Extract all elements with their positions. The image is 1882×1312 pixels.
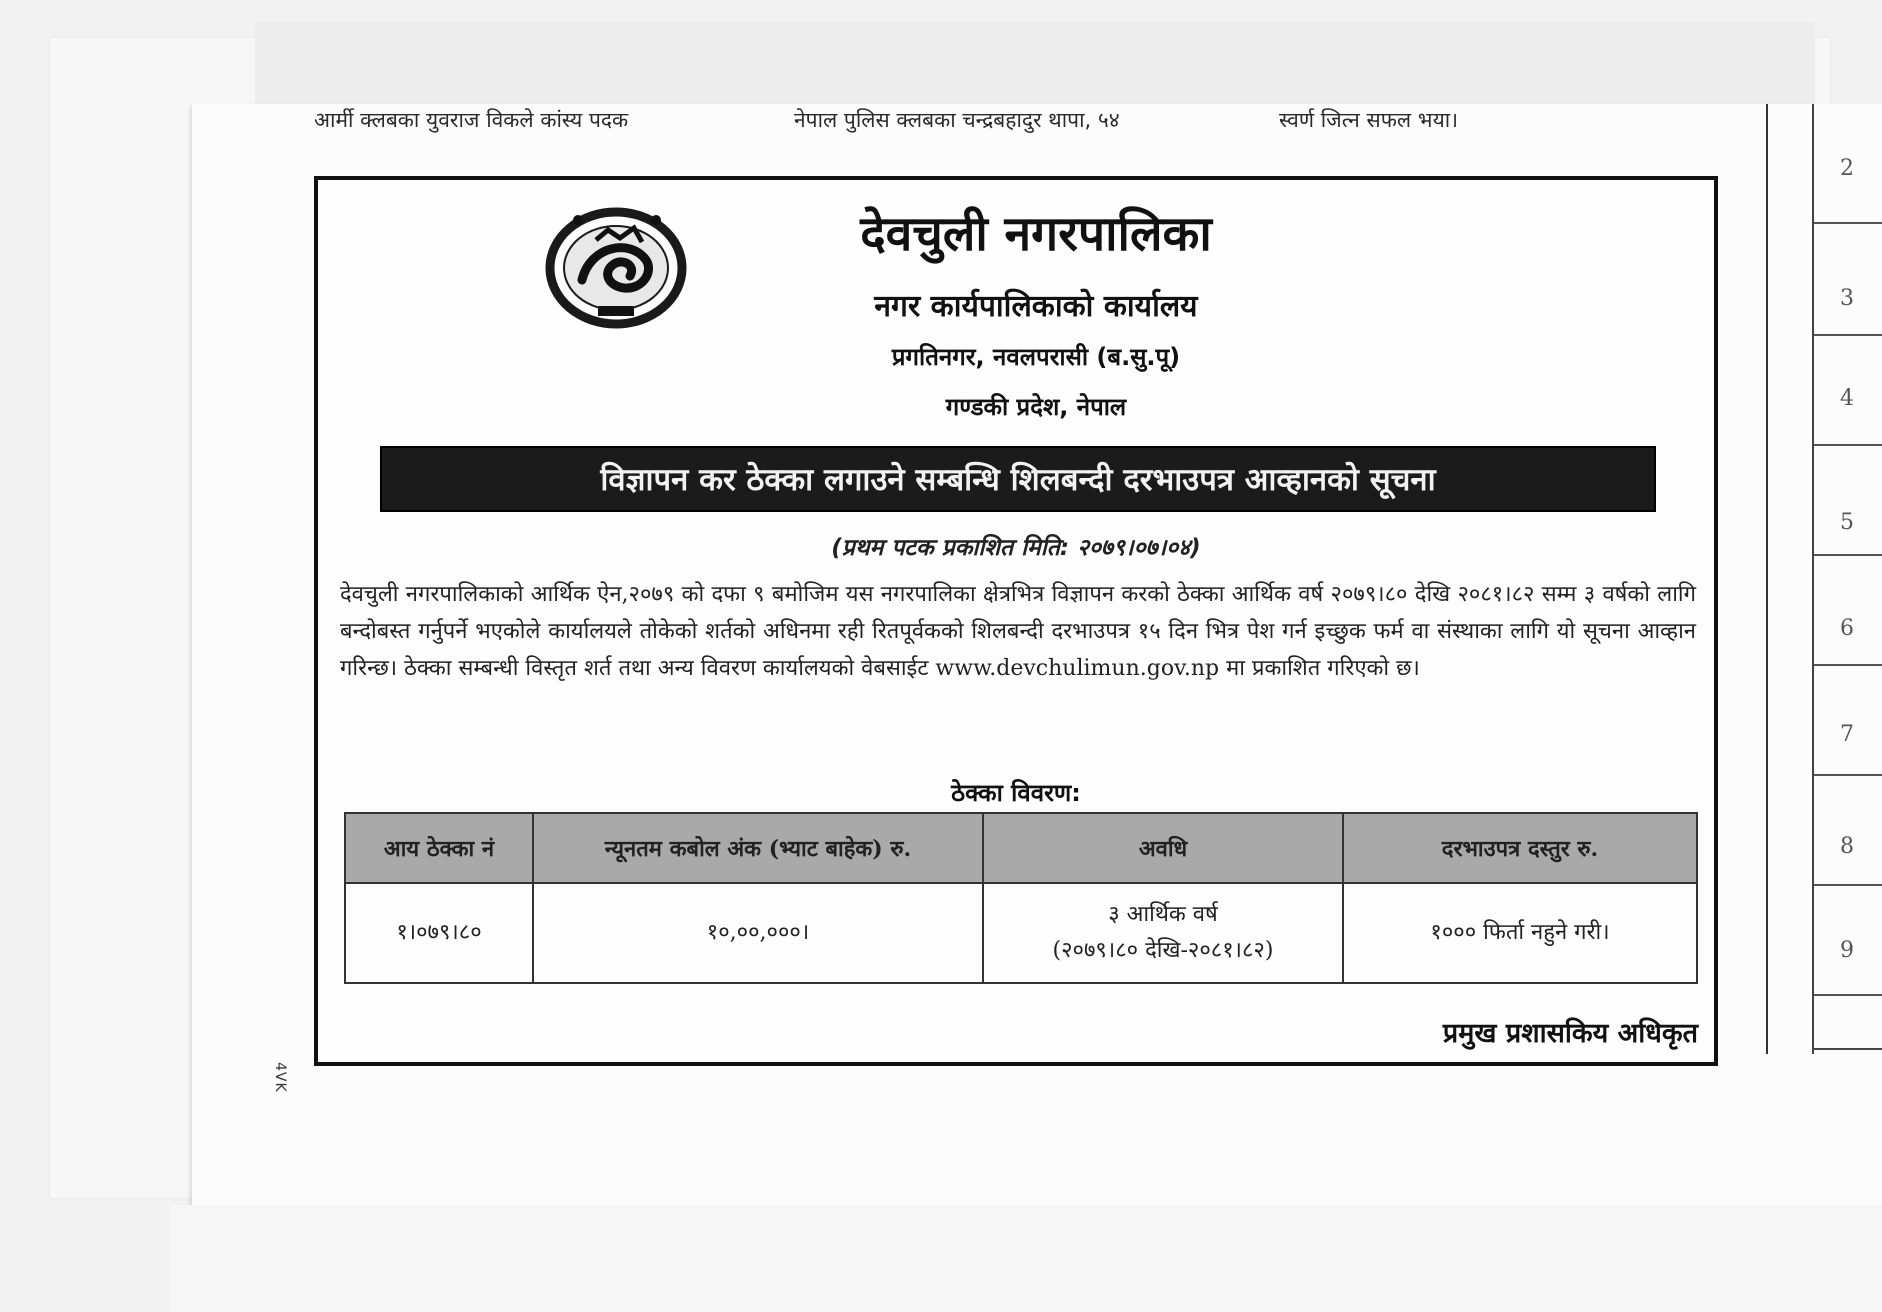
right-column-rule bbox=[1814, 554, 1882, 556]
right-column-rule bbox=[1814, 884, 1882, 886]
right-column-rule bbox=[1814, 664, 1882, 666]
header-contract-no: आय ठेक्का नं bbox=[345, 813, 533, 883]
table-row bbox=[345, 883, 1697, 983]
right-column-rule bbox=[1814, 222, 1882, 224]
right-column-border bbox=[1812, 104, 1814, 1054]
right-column-rule bbox=[1814, 444, 1882, 446]
right-column-number: 2 bbox=[1840, 156, 1854, 181]
right-column-number: 5 bbox=[1840, 510, 1854, 535]
right-column-rule bbox=[1814, 334, 1882, 336]
cell-contract-no: १।०७९।८० bbox=[345, 883, 533, 983]
news-fragment-3: स्वर्ण जित्न सफल भया। bbox=[1279, 108, 1459, 132]
office-name: देवचुली नगरपालिका bbox=[860, 206, 1212, 262]
right-column-rule bbox=[1814, 994, 1882, 996]
bottom-paper-strip bbox=[170, 1205, 1882, 1312]
notice-banner: विज्ञापन कर ठेक्का लगाउने सम्बन्धि शिलबन्दी दरभाउपत्र आव्हानको सूचना bbox=[380, 446, 1656, 512]
right-column-bottom-border bbox=[1812, 1048, 1882, 1050]
back-sheet-top bbox=[255, 22, 1815, 112]
cell-period bbox=[983, 883, 1343, 983]
office-subtitle: नगर कार्यपालिकाको कार्यालय bbox=[874, 289, 1198, 324]
cell-fee: १००० फिर्ता नहुने गरी। bbox=[1343, 883, 1697, 983]
header-fee: दरभाउपत्र दस्तुर रु. bbox=[1343, 813, 1697, 883]
right-column-rule bbox=[1814, 774, 1882, 776]
table-header-row bbox=[345, 813, 1697, 883]
news-fragment-1: आर्मी क्लबका युवराज विकले कांस्य पदक bbox=[314, 108, 629, 132]
right-column-number: 6 bbox=[1840, 616, 1854, 641]
address-line-1: प्रगतिनगर, नवलपरासी (ब.सु.पू) bbox=[891, 343, 1181, 371]
publish-date: (प्रथम पटक प्रकाशित मिति: २०७९।०७।०४) bbox=[831, 535, 1201, 561]
address-line-2: गण्डकी प्रदेश, नेपाल bbox=[945, 393, 1127, 421]
news-fragment-2: नेपाल पुलिस क्लबका चन्द्रबहादुर थापा, ५४ bbox=[794, 108, 1120, 132]
cell-min-bid: १०,००,०००। bbox=[533, 883, 983, 983]
table-title: ठेक्का विवरण: bbox=[951, 779, 1081, 807]
header-period: अवधि bbox=[983, 813, 1343, 883]
cut-off-news-line bbox=[314, 104, 1534, 140]
right-column-number: 7 bbox=[1840, 722, 1854, 747]
tender-notice bbox=[314, 176, 1718, 1066]
right-column-number: 9 bbox=[1840, 938, 1854, 963]
notice-body: देवचुली नगरपालिकाको आर्थिक ऐन,२०७९ को दफा ९ बमोजिम यस नगरपालिका क्षेत्रभित्र विज्ञापन करको ठेक्का आर्थिक वर्ष २०७९।८० देखि २०८१।८२ सम्म ३ वर्षको लागि बन्दोबस्त गर्नुपर्ने भएकोले कार्यालयले तोकेको शर्तको अधिनमा रही रितपूर्वकको शिलबन्दी दरभाउपत्र १५ दिन भित्र पेश गर्न इच्छुक फर्म वा संस्थाका लागि यो सूचना आव्हान गरिन्छ। ठेक्का सम्बन्धी विस्तृत शर्त तथा अन्य विवरण कार्यालयको वेबसाईट www.devchulimun.gov.np मा प्रकाशित गरिएको छ। bbox=[340, 582, 1696, 681]
signatory-title: प्रमुख प्रशासकिय अधिकृत bbox=[1442, 1018, 1698, 1049]
period-line-1: ३ आर्थिक वर्ष bbox=[1108, 902, 1218, 927]
right-column-number: 4 bbox=[1840, 386, 1854, 411]
period-line-2: (२०७९।८० देखि-२०८१।८२) bbox=[1052, 938, 1274, 963]
contract-details-table bbox=[344, 812, 1698, 984]
right-column-number: 8 bbox=[1840, 834, 1854, 859]
scan-code: 4VK bbox=[272, 1062, 288, 1093]
header-min-bid: न्यूनतम कबोल अंक (भ्याट बाहेक) रु. bbox=[533, 813, 983, 883]
right-column-number: 3 bbox=[1840, 286, 1854, 311]
column-border bbox=[1766, 104, 1768, 1054]
